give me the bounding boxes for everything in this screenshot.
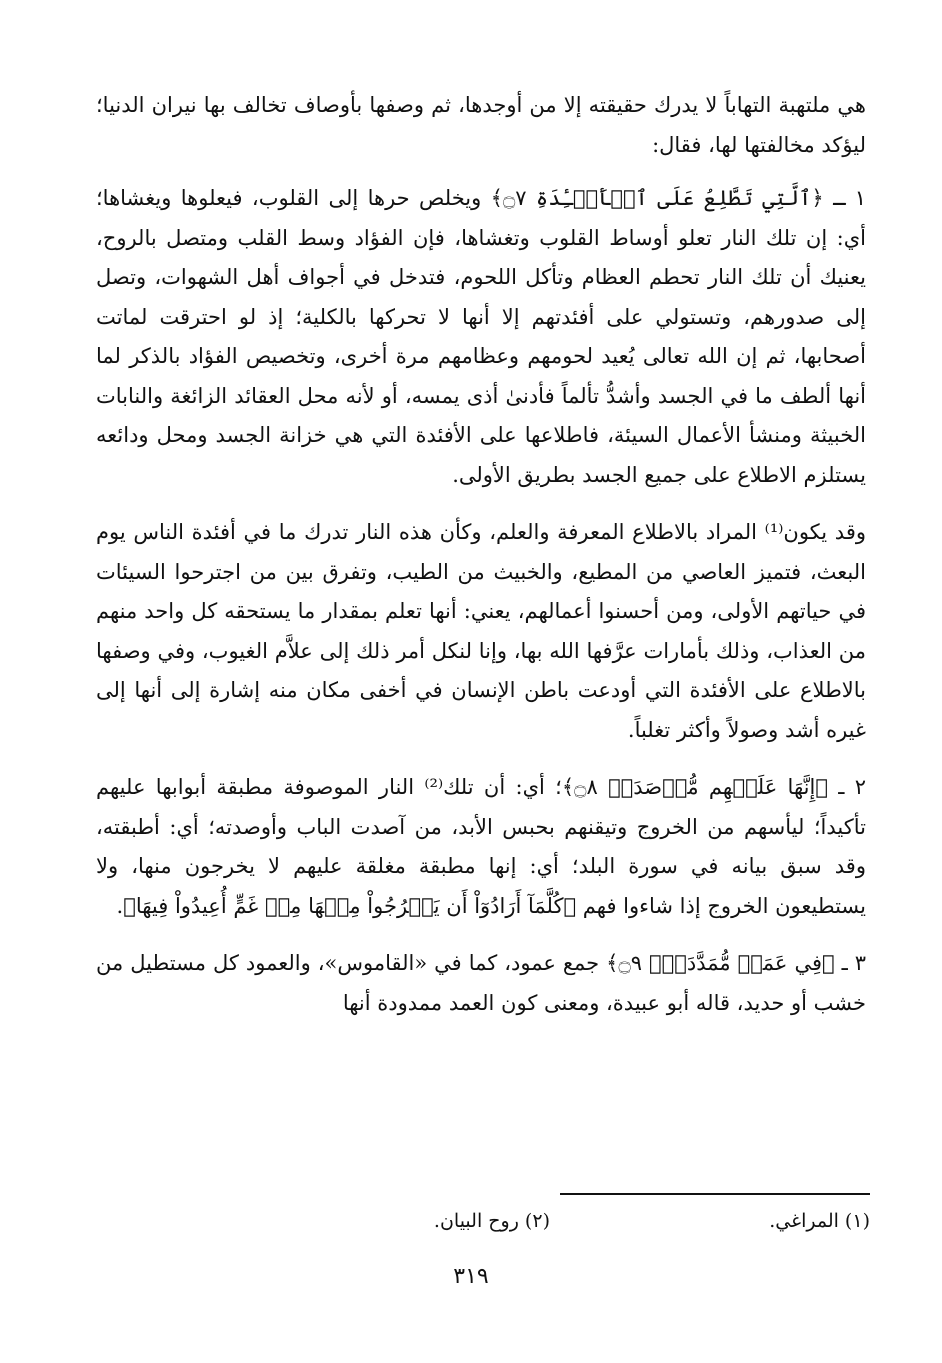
paragraph-verse-8: ٢ ـ ﴿إِنَّهَا عَلَيۡهِم مُّؤۡصَدَةٞ ۝٨﴾؛ أي: أن تلك⁽²⁾ النار الموصوفة مطبقة أبوابها عليهم تأكيداً؛ ليأسهم من الخروج وتيقنهم بحبس الأبد، من آصدت الباب وأوصدته؛ أي: أطبقته، وقد سبق بيانه في سورة البلد؛ أي: إنها مطبقة مغلقة عليهم لا يخرجون منها، ولا يستطيعون الخروج إذا شاءوا فهم ﴿كُلَّمَآ أَرَادُوٓاْ أَن يَخۡرُجُواْ مِنۡهَا مِنۡ غَمٍّ أُعِيدُواْ فِيهَا﴾. xyxy=(96,775,866,918)
footnotes xyxy=(300,1206,870,1236)
footnote-2: (٢) روح البيان. xyxy=(433,1210,550,1232)
footnote-1: (١) المراغي. xyxy=(769,1210,870,1232)
footnote-divider xyxy=(560,1193,870,1195)
paragraph-verse-9: ٣ ـ ﴿فِي عَمَدٖ مُّمَدَّدَةِۭ ۝٩﴾ جمع عمود، كما في «القاموس»، والعمود كل مستطيل من خشب أو حديد، قاله أبو عبيدة، ومعنى كون العمد ممدودة أنها xyxy=(96,951,867,1015)
page-number: ٣١٩ xyxy=(453,1264,489,1289)
paragraph-intro: هي ملتهبة التهاباً لا يدرك حقيقته إلا من أوجدها، ثم وصفها بأوصاف تخالف بها نيران الدنيا؛ ليؤكد مخالفتها لها، فقال: xyxy=(96,93,866,157)
paragraph-verse-7: ١ ـ ﴿ٱلَّتِي تَطَّلِعُ عَلَى ٱلۡأَفۡـِٔدَةِ ۝٧﴾ ويخلص حرها إلى القلوب، فيعلوها ويغشاها؛ أي: إن تلك النار تعلو أوساط القلوب وتغشاها، فإن الفؤاد وسط القلب ومتصل بالروح، يعنيك أن تلك النار تحطم العظام وتأكل اللحوم، فتدخل في أجواف أهل الشهوات، وتصل إلى صدورهم، وتستولي على أفئدتهم إلا أنها لا تحركها بالكلية؛ إذ لو احترقت لماتت أصحابها، ثم إن الله تعالى يُعيد لحومهم وعظامهم مرة أخرى، وتخصيص الفؤاد بالذكر لما أنها ألطف ما في الجسد وأشدُّ تألماً فأدنىٰ أذى يمسه، أو لأنه محل العقائد الزائغة والنابات الخبيثة ومنشأ الأعمال السيئة، فاطلاعها على الأفئدة التي هي خزانة الجسد ومحل ودائعه يستلزم الاطلاع على جميع الجسد بطريق الأولى. xyxy=(96,186,866,487)
paragraph-commentary: وقد يكون⁽¹⁾ المراد بالاطلاع المعرفة والعلم، وكأن هذه النار تدرك ما في أفئدة الناس يوم البعث، فتميز العاصي من المطيع، والخبيث من الطيب، وتفرق بين من اجترحوا السيئات في حياتهم الأولى، ومن أحسنوا أعمالهم، يعني: أنها تعلم بمقدار ما يستحقه كل واحد منهم من العذاب، وذلك بأمارات عرَّفها الله بها، وإنا لنكل أمر ذلك إلى علاَّم الغيوب، وفي وصفها بالاطلاع على الأفئدة التي أودعت باطن الإنسان في أخفى مكان منه إشارة إلى أنها إلى غيره أشد وصولاً وأكثر تغلباً. xyxy=(96,520,866,742)
main-text xyxy=(96,86,866,1041)
